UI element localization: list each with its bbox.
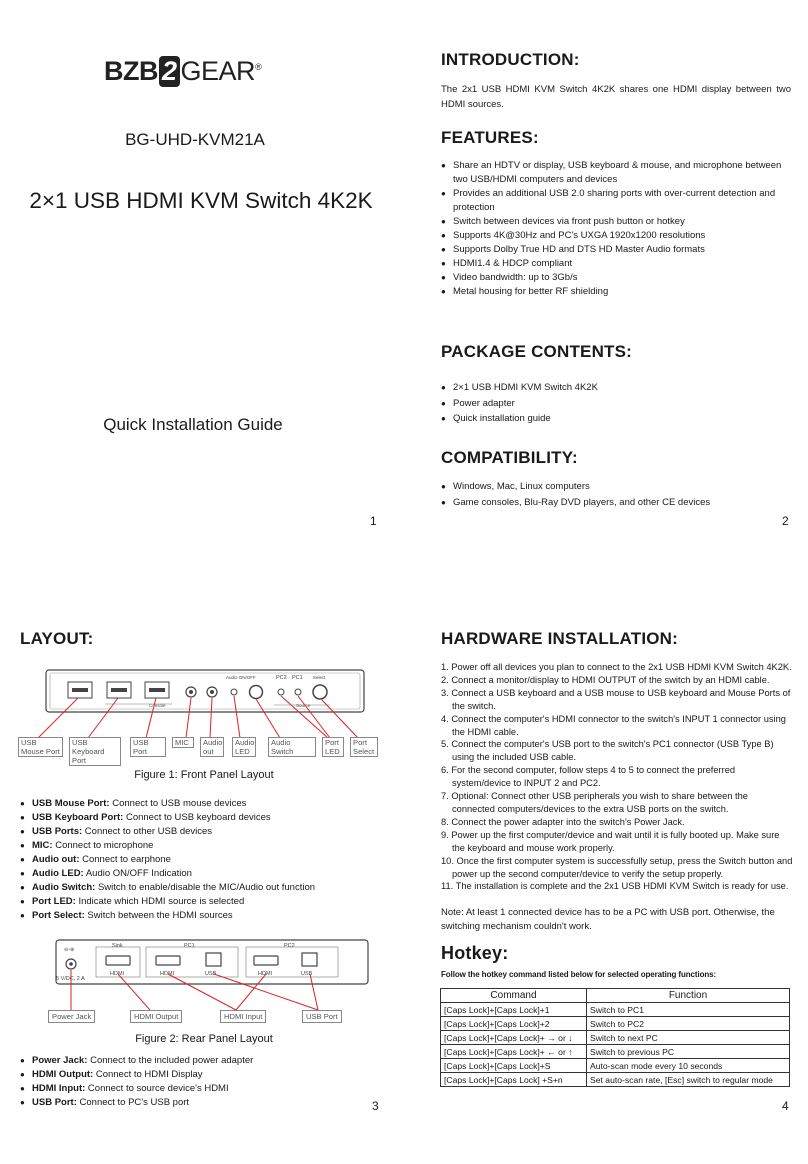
sink-label: Sink — [112, 943, 123, 949]
table-cell: Switch to previous PC — [587, 1045, 790, 1059]
list-item: ● Provides an additional USB 2.0 sharing ports with over-current detection and protection — [441, 187, 793, 215]
list-item: 1. Power off all devices you plan to connect to the 2x1 USB HDMI KVM Switch 4K2K. — [441, 662, 792, 672]
source-label: Source — [296, 703, 311, 708]
column-header-function: Function — [587, 989, 790, 1003]
list-item: 11. The installation is complete and the 2x1 USB HDMI KVM Switch is ready for use. — [441, 881, 789, 892]
audio-switch-icon — [250, 686, 263, 699]
usb-b-port-icon — [206, 953, 221, 966]
list-item: ● Game consoles, Blu-Ray DVD players, and other CE devices — [441, 495, 791, 511]
front-panel-list — [20, 797, 390, 923]
list-item: ● HDMI Input: Connect to source device's HDMI — [20, 1082, 390, 1096]
package-heading: PACKAGE CONTENTS: — [441, 342, 633, 361]
features-heading: FEATURES: — [441, 128, 539, 147]
table-cell: [Caps Lock]+[Caps Lock] +S+n — [441, 1073, 587, 1087]
table-row — [441, 1045, 790, 1059]
page-number: 3 — [372, 1099, 379, 1113]
features-list — [441, 159, 793, 299]
list-item: ● Metal housing for better RF shielding — [441, 285, 793, 299]
figure-2-caption: Figure 2: Rear Panel Layout — [135, 1033, 273, 1045]
hardware-installation-heading: HARDWARE INSTALLATION: — [441, 629, 679, 648]
power-rating-label: 5 V/DC, 2 A — [56, 976, 85, 982]
list-item: ● USB Port: Connect to PC's USB port — [20, 1096, 390, 1110]
list-item: ● Power Jack: Connect to the included power adapter — [20, 1054, 390, 1068]
list-item: ● Share an HDTV or display, USB keyboard & mouse, and microphone between two USB/HDMI computers and devices — [441, 159, 793, 187]
table-cell: [Caps Lock]+[Caps Lock]+ ← or ↑ — [441, 1045, 587, 1059]
callout-audio-switch: Audio Switch — [268, 737, 316, 757]
list-item: ● HDMI Output: Connect to HDMI Display — [20, 1068, 390, 1082]
list-item: ● Port Select: Switch between the HDMI sources — [20, 909, 390, 923]
audio-led-icon — [231, 689, 237, 695]
model-number: BG-UHD-KVM21A — [125, 130, 265, 149]
guide-title: Quick Installation Guide — [103, 415, 283, 434]
list-item: ● Audio Switch: Switch to enable/disable the MIC/Audio out function — [20, 881, 390, 895]
hotkey-heading: Hotkey: — [441, 943, 509, 963]
select-button-icon — [313, 685, 327, 699]
callout-usb-keyboard-port: USB Keyboard Port — [69, 737, 121, 766]
list-item: ● MIC: Connect to microphone — [20, 839, 390, 853]
list-item: ● Supports 4K@30Hz and PC's UXGA 1920x1200 resolutions — [441, 229, 709, 243]
hotkey-table — [440, 988, 790, 1087]
pc1-label: PC1 — [292, 675, 303, 681]
hotkey-intro: Follow the hotkey command listed below for selected operating functions: — [441, 970, 717, 979]
hdmi-output-icon — [106, 956, 130, 965]
product-title: 2×1 USB HDMI KVM Switch 4K2K — [29, 188, 373, 213]
table-row — [441, 1059, 790, 1073]
table-cell: Switch to PC2 — [587, 1017, 790, 1031]
package-list — [441, 380, 791, 427]
list-item: ● Port LED: Indicate which HDMI source is selected — [20, 895, 390, 909]
table-cell: [Caps Lock]+[Caps Lock]+ → or ↓ — [441, 1031, 587, 1045]
pc1-hdmi-label: HDMI — [160, 971, 175, 977]
logo-text-bzb: BZB — [104, 56, 158, 86]
list-item: ● Audio LED: Audio ON/OFF Indication — [20, 867, 390, 881]
layout-heading: LAYOUT: — [20, 629, 94, 648]
table-cell: Switch to next PC — [587, 1031, 790, 1045]
usb-port-icon — [145, 682, 169, 698]
table-cell: [Caps Lock]+[Caps Lock]+2 — [441, 1017, 587, 1031]
list-item: 5. Connect the computer's USB port to the switch's PC1 connector (USB Type B) using the included USB cable. — [441, 739, 774, 763]
svg-text:⊖◦⊕: ⊖◦⊕ — [64, 947, 75, 953]
callout-port-select: Port Select — [350, 737, 378, 757]
intro-text: The 2x1 USB HDMI KVM Switch 4K2K shares one HDMI display between two HDMI sources. — [441, 84, 791, 110]
intro-heading: INTRODUCTION: — [441, 50, 580, 69]
table-cell: Auto-scan mode every 10 seconds — [587, 1059, 790, 1073]
pc1-usb-label: USB — [205, 971, 217, 977]
list-item: ● Audio out: Connect to earphone — [20, 853, 390, 867]
audio-onoff-label: Audio ON/OFF — [226, 675, 256, 680]
table-cell: Set auto-scan rate, [Esc] switch to regular mode — [587, 1073, 790, 1087]
hdmi-input-icon — [156, 956, 180, 965]
logo-registered-mark: ® — [255, 62, 262, 72]
page-number: 2 — [782, 514, 789, 528]
callout-audio-out: Audio out — [200, 737, 224, 757]
list-item: 7. Optional: Connect other USB peripherals you wish to share between the connected computers/devices to the extra USB ports on the switch. — [441, 791, 748, 814]
compatibility-list — [441, 479, 791, 510]
sink-hdmi-label: HDMI — [110, 971, 125, 977]
select-label: Select — [313, 675, 326, 680]
table-header-row — [441, 989, 790, 1003]
list-item: ● USB Mouse Port: Connect to USB mouse devices — [20, 797, 390, 811]
table-cell: [Caps Lock]+[Caps Lock]+S — [441, 1059, 587, 1073]
usb-port-icon — [68, 682, 92, 698]
brand-logo — [104, 56, 261, 87]
installation-steps — [441, 661, 793, 893]
list-item: 2. Connect a monitor/display to HDMI OUTPUT of the switch by an HDMI cable. — [441, 674, 770, 685]
page-number: 4 — [782, 1099, 789, 1113]
list-item: ● 2×1 USB HDMI KVM Switch 4K2K — [441, 380, 791, 396]
list-item: 6. For the second computer, follow steps 4 to 5 to connect the preferred system/device to INPUT 2 and PC2. — [441, 765, 736, 789]
table-row — [441, 1031, 790, 1045]
logo-text-gear: GEAR — [180, 56, 256, 86]
list-item: 9. Power up the first computer/device and wait until it is fully booted up. Make sure the keyboard and mouse work properly. — [441, 829, 780, 853]
callout-hdmi-input: HDMI Input — [220, 1010, 266, 1023]
pc2-led-icon — [278, 689, 284, 695]
pc1-rear-label: PC1 — [184, 943, 195, 949]
table-cell: Switch to PC1 — [587, 1003, 790, 1017]
list-item: ● Video bandwidth: up to 3Gb/s — [441, 271, 793, 285]
table-row — [441, 1003, 790, 1017]
callout-usb-mouse-port: USB Mouse Port — [18, 737, 63, 757]
pc2-rear-label: PC2 — [284, 943, 295, 949]
table-row — [441, 1017, 790, 1031]
usb-port-icon — [107, 682, 131, 698]
rear-panel-list — [20, 1054, 390, 1110]
pc1-led-icon — [295, 689, 301, 695]
table-row — [441, 1073, 790, 1087]
pc2-hdmi-label: HDMI — [258, 971, 273, 977]
callout-usb-port: USB Port — [130, 737, 166, 757]
list-item: ● Quick installation guide — [441, 411, 791, 427]
hdmi-input-icon — [254, 956, 278, 965]
callout-port-led: Port LED — [322, 737, 344, 757]
console-label: Console — [149, 703, 166, 708]
pc2-usb-label: USB — [301, 971, 313, 977]
figure-1-caption: Figure 1: Front Panel Layout — [134, 769, 274, 781]
logo-text-two: 2 — [159, 56, 180, 87]
list-item: ● USB Ports: Connect to other USB devices — [20, 825, 390, 839]
column-header-command: Command — [441, 989, 587, 1003]
list-item: 4. Connect the computer's HDMI connector to the switch's INPUT 1 connector using the HDMI cable. — [441, 713, 786, 737]
compatibility-heading: COMPATIBILITY: — [441, 448, 578, 467]
list-item: ● USB Keyboard Port: Connect to USB keyboard devices — [20, 811, 390, 825]
list-item: ● Switch between devices via front push button or hotkey — [441, 215, 793, 229]
table-cell: [Caps Lock]+[Caps Lock]+1 — [441, 1003, 587, 1017]
callout-power-jack: Power Jack — [48, 1010, 95, 1023]
callout-hdmi-output: HDMI Output — [130, 1010, 182, 1023]
page-number: 1 — [370, 514, 377, 528]
callout-mic: MIC — [172, 737, 194, 748]
installation-note: Note: At least 1 connected device has to be a PC with USB port. Otherwise, the switching mechanism couldn't work. — [441, 907, 775, 932]
list-item: 3. Connect a USB keyboard and a USB mouse to USB keyboard and Mouse Ports of the switch. — [441, 687, 791, 711]
list-item: ● Supports Dolby True HD and DTS HD Master Audio formats — [441, 243, 793, 257]
list-item: ● Power adapter — [441, 396, 791, 412]
callout-usb-port-rear: USB Port — [302, 1010, 342, 1023]
usb-b-port-icon — [302, 953, 317, 966]
list-item: 8. Connect the power adapter into the switch's Power Jack. — [441, 816, 685, 827]
pc2-label: PC2 — [276, 675, 287, 681]
callout-audio-led: Audio LED — [232, 737, 256, 757]
list-item: ● HDMI1.4 & HDCP compliant — [441, 257, 793, 271]
list-item: 10. Once the first computer system is successfully setup, press the Switch button and power up the second computer/device to verify the setup properly. — [441, 855, 793, 879]
list-item: ● Windows, Mac, Linux computers — [441, 479, 791, 495]
